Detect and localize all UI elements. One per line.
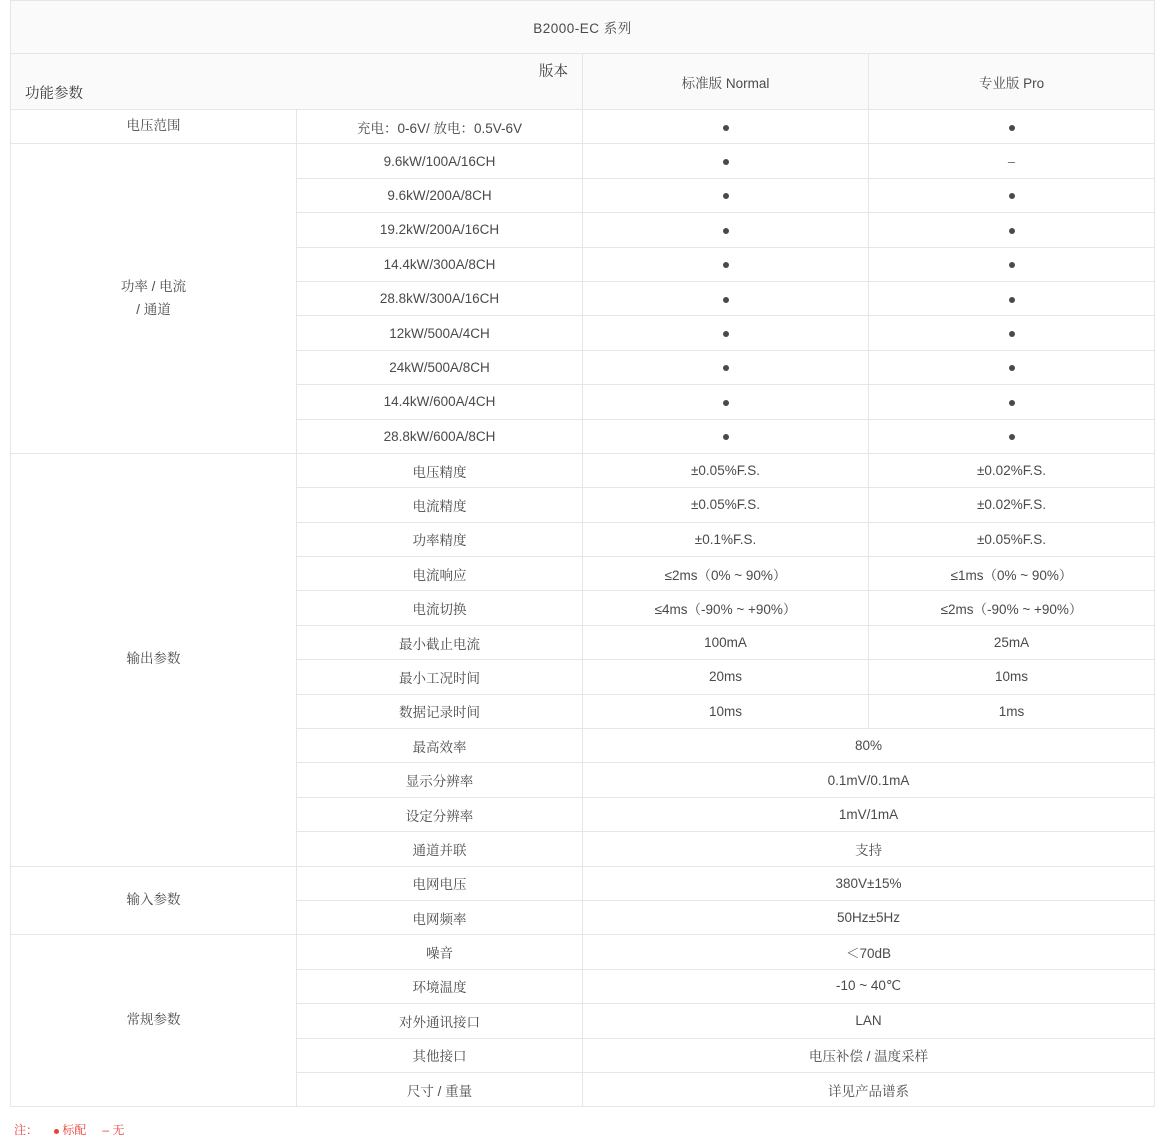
group-label: 常规参数 xyxy=(11,935,297,1107)
row-label: 28.8kW/300A/16CH xyxy=(297,281,583,315)
row-label: 24kW/500A/8CH xyxy=(297,350,583,384)
row-value-merged: 详见产品谱系 xyxy=(583,1072,1155,1106)
table-row xyxy=(11,935,1155,969)
filled-dot-icon xyxy=(1009,331,1015,337)
group-label xyxy=(11,144,297,454)
filled-dot-icon xyxy=(723,400,729,406)
row-value-pro: ±0.02%F.S. xyxy=(869,453,1155,487)
table-row xyxy=(11,866,1155,900)
table-header-row xyxy=(11,54,1155,110)
row-value-pro xyxy=(869,385,1155,419)
header-version-label: 版本 xyxy=(539,64,568,80)
header-function-label: 功能参数 xyxy=(25,86,83,102)
filled-dot-icon xyxy=(723,262,729,268)
row-label: 28.8kW/600A/8CH xyxy=(297,419,583,453)
row-value-merged: 50Hz±5Hz xyxy=(583,900,1155,934)
row-value-pro: ≤1ms（0% ~ 90%） xyxy=(869,557,1155,591)
filled-dot-icon xyxy=(1009,434,1015,440)
row-label: 19.2kW/200A/16CH xyxy=(297,213,583,247)
dash-icon: – xyxy=(1007,153,1016,169)
filled-dot-icon xyxy=(723,434,729,440)
dash-icon: – xyxy=(102,1123,110,1138)
row-value-normal: ±0.05%F.S. xyxy=(583,488,869,522)
row-label: 电网电压 xyxy=(297,866,583,900)
header-corner-cell xyxy=(11,54,583,110)
row-label: 9.6kW/200A/8CH xyxy=(297,178,583,212)
header-column-pro: 专业版 Pro xyxy=(869,54,1155,110)
row-label: 数据记录时间 xyxy=(297,694,583,728)
row-value-merged: 0.1mV/0.1mA xyxy=(583,763,1155,797)
row-value-normal xyxy=(583,281,869,315)
row-label: 噪音 xyxy=(297,935,583,969)
row-value-pro xyxy=(869,419,1155,453)
row-label: 设定分辨率 xyxy=(297,797,583,831)
row-value-normal xyxy=(583,350,869,384)
row-label: 尺寸 / 重量 xyxy=(297,1072,583,1106)
filled-dot-icon xyxy=(1009,125,1015,131)
group-label: 输出参数 xyxy=(11,453,297,866)
row-value-pro: 25mA xyxy=(869,625,1155,659)
row-label: 最小工况时间 xyxy=(297,660,583,694)
row-value-normal: ±0.05%F.S. xyxy=(583,453,869,487)
specification-table xyxy=(10,0,1155,1107)
group-label-line: 功率 / 电流 xyxy=(120,278,187,294)
row-value-normal: ≤4ms（-90% ~ +90%） xyxy=(583,591,869,625)
filled-dot-icon xyxy=(723,331,729,337)
footnote xyxy=(14,1121,1165,1138)
row-value-normal xyxy=(583,247,869,281)
filled-dot-icon xyxy=(723,228,729,234)
row-value-pro xyxy=(869,316,1155,350)
row-value-normal xyxy=(583,178,869,212)
row-value-merged: LAN xyxy=(583,1004,1155,1038)
row-value-normal xyxy=(583,110,869,144)
row-value-pro xyxy=(869,281,1155,315)
row-label: 环境温度 xyxy=(297,969,583,1003)
row-label: 其他接口 xyxy=(297,1038,583,1072)
row-value-normal xyxy=(583,419,869,453)
footnote-none-label: 无 xyxy=(112,1123,125,1138)
row-value-merged: 电压补偿 / 温度采样 xyxy=(583,1038,1155,1072)
row-label: 对外通讯接口 xyxy=(297,1004,583,1038)
table-row xyxy=(11,110,1155,144)
row-value-pro xyxy=(869,247,1155,281)
row-label: 14.4kW/300A/8CH xyxy=(297,247,583,281)
footnote-standard xyxy=(54,1123,86,1137)
row-value-pro: 10ms xyxy=(869,660,1155,694)
table-title-row xyxy=(11,1,1155,54)
row-value-normal xyxy=(583,316,869,350)
filled-dot-icon xyxy=(723,365,729,371)
group-label: 输入参数 xyxy=(11,866,297,935)
filled-dot-icon xyxy=(1009,262,1015,268)
row-label: 电流切换 xyxy=(297,591,583,625)
filled-dot-icon xyxy=(723,159,729,165)
group-label: 电压范围 xyxy=(11,110,297,144)
row-value-pro: ≤2ms（-90% ~ +90%） xyxy=(869,591,1155,625)
row-value-normal: ±0.1%F.S. xyxy=(583,522,869,556)
table-row xyxy=(11,453,1155,487)
row-value-normal: 20ms xyxy=(583,660,869,694)
row-label: 电流响应 xyxy=(297,557,583,591)
row-value-merged: 380V±15% xyxy=(583,866,1155,900)
filled-dot-icon xyxy=(723,193,729,199)
row-value-merged: 支持 xyxy=(583,832,1155,866)
row-value-pro xyxy=(869,110,1155,144)
footnote-standard-label: 标配 xyxy=(62,1123,87,1138)
group-label-line: / 通道 xyxy=(136,301,171,317)
row-value-pro xyxy=(869,178,1155,212)
row-value-merged: ＜70dB xyxy=(583,935,1155,969)
row-value-pro: ±0.02%F.S. xyxy=(869,488,1155,522)
row-label: 通道并联 xyxy=(297,832,583,866)
filled-dot-icon xyxy=(723,125,729,131)
filled-dot-icon xyxy=(54,1129,59,1134)
filled-dot-icon xyxy=(1009,365,1015,371)
row-value-normal xyxy=(583,144,869,178)
header-column-normal: 标准版 Normal xyxy=(583,54,869,110)
row-label: 最高效率 xyxy=(297,729,583,763)
filled-dot-icon xyxy=(723,297,729,303)
row-label: 最小截止电流 xyxy=(297,625,583,659)
row-value-normal: 10ms xyxy=(583,694,869,728)
row-value-pro: ±0.05%F.S. xyxy=(869,522,1155,556)
row-value-pro xyxy=(869,213,1155,247)
row-value-normal xyxy=(583,213,869,247)
footnote-none xyxy=(102,1123,124,1137)
row-label: 14.4kW/600A/4CH xyxy=(297,385,583,419)
footnote-prefix: 注： xyxy=(14,1123,39,1138)
filled-dot-icon xyxy=(1009,400,1015,406)
row-value-normal: ≤2ms（0% ~ 90%） xyxy=(583,557,869,591)
row-value-merged: 1mV/1mA xyxy=(583,797,1155,831)
row-value-pro: 1ms xyxy=(869,694,1155,728)
row-label: 充电：0-6V/ 放电：0.5V-6V xyxy=(297,110,583,144)
row-value-merged: -10 ~ 40℃ xyxy=(583,969,1155,1003)
page-title: B2000-EC 系列 xyxy=(11,1,1155,54)
table-row xyxy=(11,144,1155,178)
row-label: 功率精度 xyxy=(297,522,583,556)
filled-dot-icon xyxy=(1009,297,1015,303)
row-label: 电压精度 xyxy=(297,453,583,487)
row-label: 12kW/500A/4CH xyxy=(297,316,583,350)
row-value-pro xyxy=(869,144,1155,178)
table-body xyxy=(11,1,1155,1107)
row-value-normal: 100mA xyxy=(583,625,869,659)
row-label: 电网频率 xyxy=(297,900,583,934)
row-value-normal xyxy=(583,385,869,419)
row-label: 9.6kW/100A/16CH xyxy=(297,144,583,178)
row-label: 显示分辨率 xyxy=(297,763,583,797)
filled-dot-icon xyxy=(1009,228,1015,234)
row-label: 电流精度 xyxy=(297,488,583,522)
filled-dot-icon xyxy=(1009,193,1015,199)
row-value-merged: 80% xyxy=(583,729,1155,763)
row-value-pro xyxy=(869,350,1155,384)
